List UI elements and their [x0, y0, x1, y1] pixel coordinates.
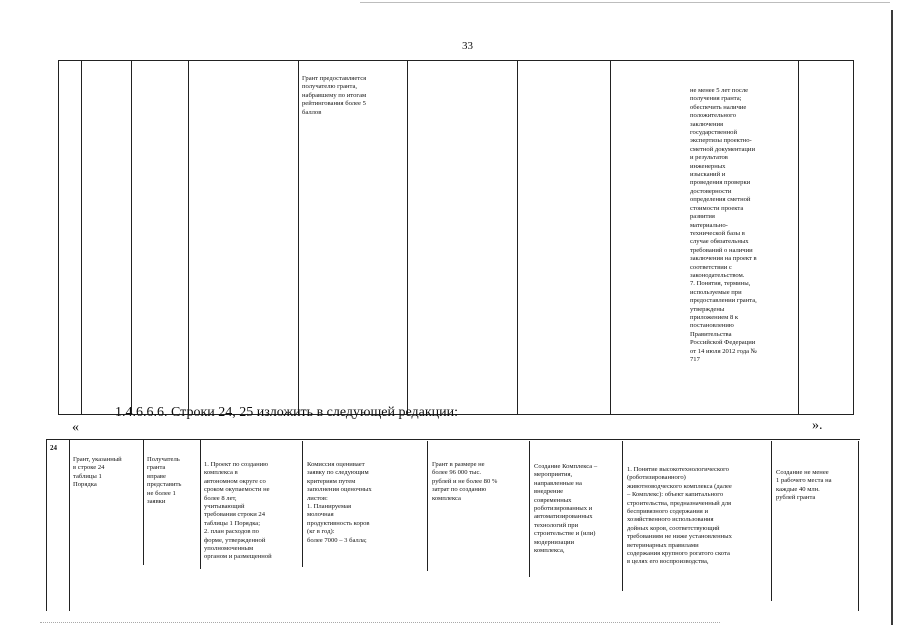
scan-artifact-right-edge: [891, 10, 893, 625]
bottom-table-line-top: [46, 439, 860, 440]
top-table-col-line-6: [517, 60, 518, 414]
scan-artifact-bottom: [40, 622, 720, 624]
scan-artifact-top: [360, 2, 890, 3]
top-table-col-line-1: [81, 60, 82, 414]
bottom-table-col3: 1. Проект по созданию комплекса в автономном округе со сроком окупаемости не более 8 лет, учитывающий требования строки 24 таблицы 1 Порядка; 2. план расходов по форме, утвержденной уполномоченным органом и размещенной: [204, 461, 272, 561]
bottom-table-col-line-9: [858, 441, 859, 611]
bottom-table-row-number: 24: [50, 444, 57, 452]
top-table-col4-text: Грант предоставляется получателю гранта, набравшему по итогам рейтингования более 5 баллов: [302, 75, 367, 116]
bottom-table-col-line-6: [529, 441, 530, 577]
bottom-table-col-line-1: [69, 439, 70, 611]
top-table-col8-text: не менее 5 лет после получения гранта; обеспечить наличие положительного заключения государственной экспертизы проектно- сметной документации и результатов инженерных изысканий и проведения проверки достоверности определения сметной стоимости проекта развития материально- технической базы в случае обязательных требований о наличии заключения на проект в соответствии с законодательством. 7. Понятия, термины, используемые при предоставлении гранта, утверждены приложением 8 к постановлению Правительства Российской Федерации от 14 июля 2012 года № 717: [690, 87, 757, 363]
top-table-col-line-8: [798, 60, 799, 414]
top-table-col-line-4: [298, 60, 299, 414]
top-table-col-line-9: [853, 60, 854, 414]
top-table-col-line-5: [407, 60, 408, 414]
top-table-line-top: [58, 60, 854, 61]
bottom-table-col-line-3: [200, 439, 201, 569]
top-table-col-line-0: [58, 60, 59, 414]
page-number: 33: [462, 40, 473, 52]
bottom-table-col-line-7: [622, 441, 623, 591]
bottom-table-col4: Комиссия оценивает заявку по следующим критериям путем заполнения оценочных листов: 1. Планируемая молочная продуктивность коров (кг в год): более 7000 – 3 балла;: [307, 461, 372, 544]
section-heading: 1.4.6.6.6. Строки 24, 25 изложить в следующей редакции:: [115, 405, 459, 420]
closing-quote: ».: [812, 418, 823, 433]
bottom-table-col5: Грант в размере не более 96 000 тыс. рублей и не более 80 % затрат по созданию комплекса: [432, 461, 498, 502]
bottom-table-col1: Грант, указанный в строке 24 таблицы 1 Порядка: [73, 456, 122, 489]
bottom-table-col-line-0: [46, 439, 47, 611]
bottom-table-col-line-2: [143, 439, 144, 565]
bottom-table-col6: Создание Комплекса – мероприятия, направленные на внедрение современных роботизированных и автоматизированных технологий при строительстве и (или) модернизации комплекса,: [534, 463, 598, 555]
bottom-table-col-line-4: [302, 441, 303, 567]
top-table-col-line-2: [131, 60, 132, 414]
bottom-table-col-line-8: [771, 441, 772, 601]
opening-quote: «: [72, 420, 79, 435]
bottom-table-col-line-5: [427, 441, 428, 571]
bottom-table-col2: Получатель гранта вправе представить не более 1 заявки: [147, 456, 182, 506]
bottom-table-col8: Создание не менее 1 рабочего места на каждые 40 млн. рублей гранта: [776, 469, 832, 502]
top-table-col-line-3: [188, 60, 189, 414]
top-table-col-line-7: [610, 60, 611, 414]
bottom-table-col7: 1. Понятие высокотехнологического (роботизированного) животноводческого комплекса (далее – Комплекс): объект капитального строительства, предназначенный для беспривязного содержания и хозяйственного использования дойных коров, соответствующий требованиям не ниже установленных ветеринарных правилами содержания крупного рогатого скота в целях его воспроизводства,: [627, 466, 732, 566]
